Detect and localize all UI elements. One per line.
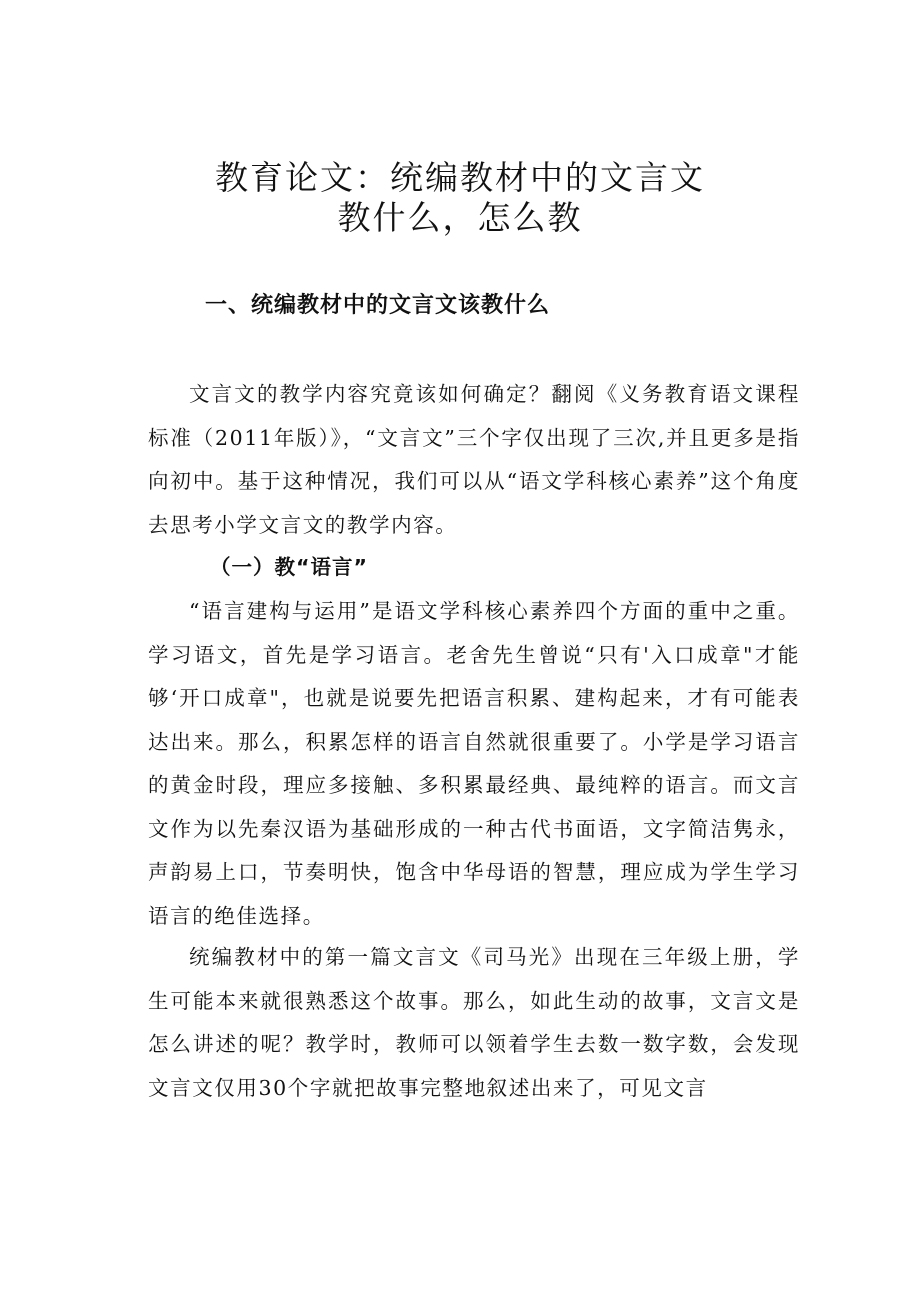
- body-paragraph-3: 统编教材中的第一篇文言文《司马光》出现在三年级上册，学生可能本来就很熟悉这个故事。那么，如此生动的故事，文言文是怎么讲述的呢？教学时，教师可以领着学生去数一数字数，会发现文言文仅用30个字就把故事完整地叙述出来了，可见文言: [148, 945, 800, 1100]
- document-title-line-1: 教育论文：统编教材中的文言文: [215, 158, 705, 197]
- subsection-heading-1: （一）教“语言”: [210, 555, 368, 579]
- body-paragraph-2: “语言建构与运用”是语文学科核心素养四个方面的重中之重。学习语文，首先是学习语言。老舍先生曾说“只有'入口成章"才能够‘开口成章"，也就是说要先把语言积累、建构起来，才有可能表达出来。那么，积累怎样的语言自然就很重要了。小学是学习语言的黄金时段，理应多接触、多积累最经典、最纯粹的语言。而文言文作为以先秦汉语为基础形成的一种古代书面语，文字简洁隽永，声韵易上口，节奏明快，饱含中华母语的智慧，理应成为学生学习语言的绝佳选择。: [148, 599, 800, 928]
- document-title-line-2: 教什么，怎么教: [337, 198, 583, 237]
- section-heading-1: 一、统编教材中的文言文该教什么: [205, 293, 551, 318]
- body-paragraph-1: 文言文的教学内容究竟该如何确定？翻阅《义务教育语文课程标准（2011年版）》，“文言文”三个字仅出现了三次,并且更多是指向初中。基于这种情况，我们可以从“语文学科核心素养”这个角度去思考小学文言文的教学内容。: [148, 382, 800, 537]
